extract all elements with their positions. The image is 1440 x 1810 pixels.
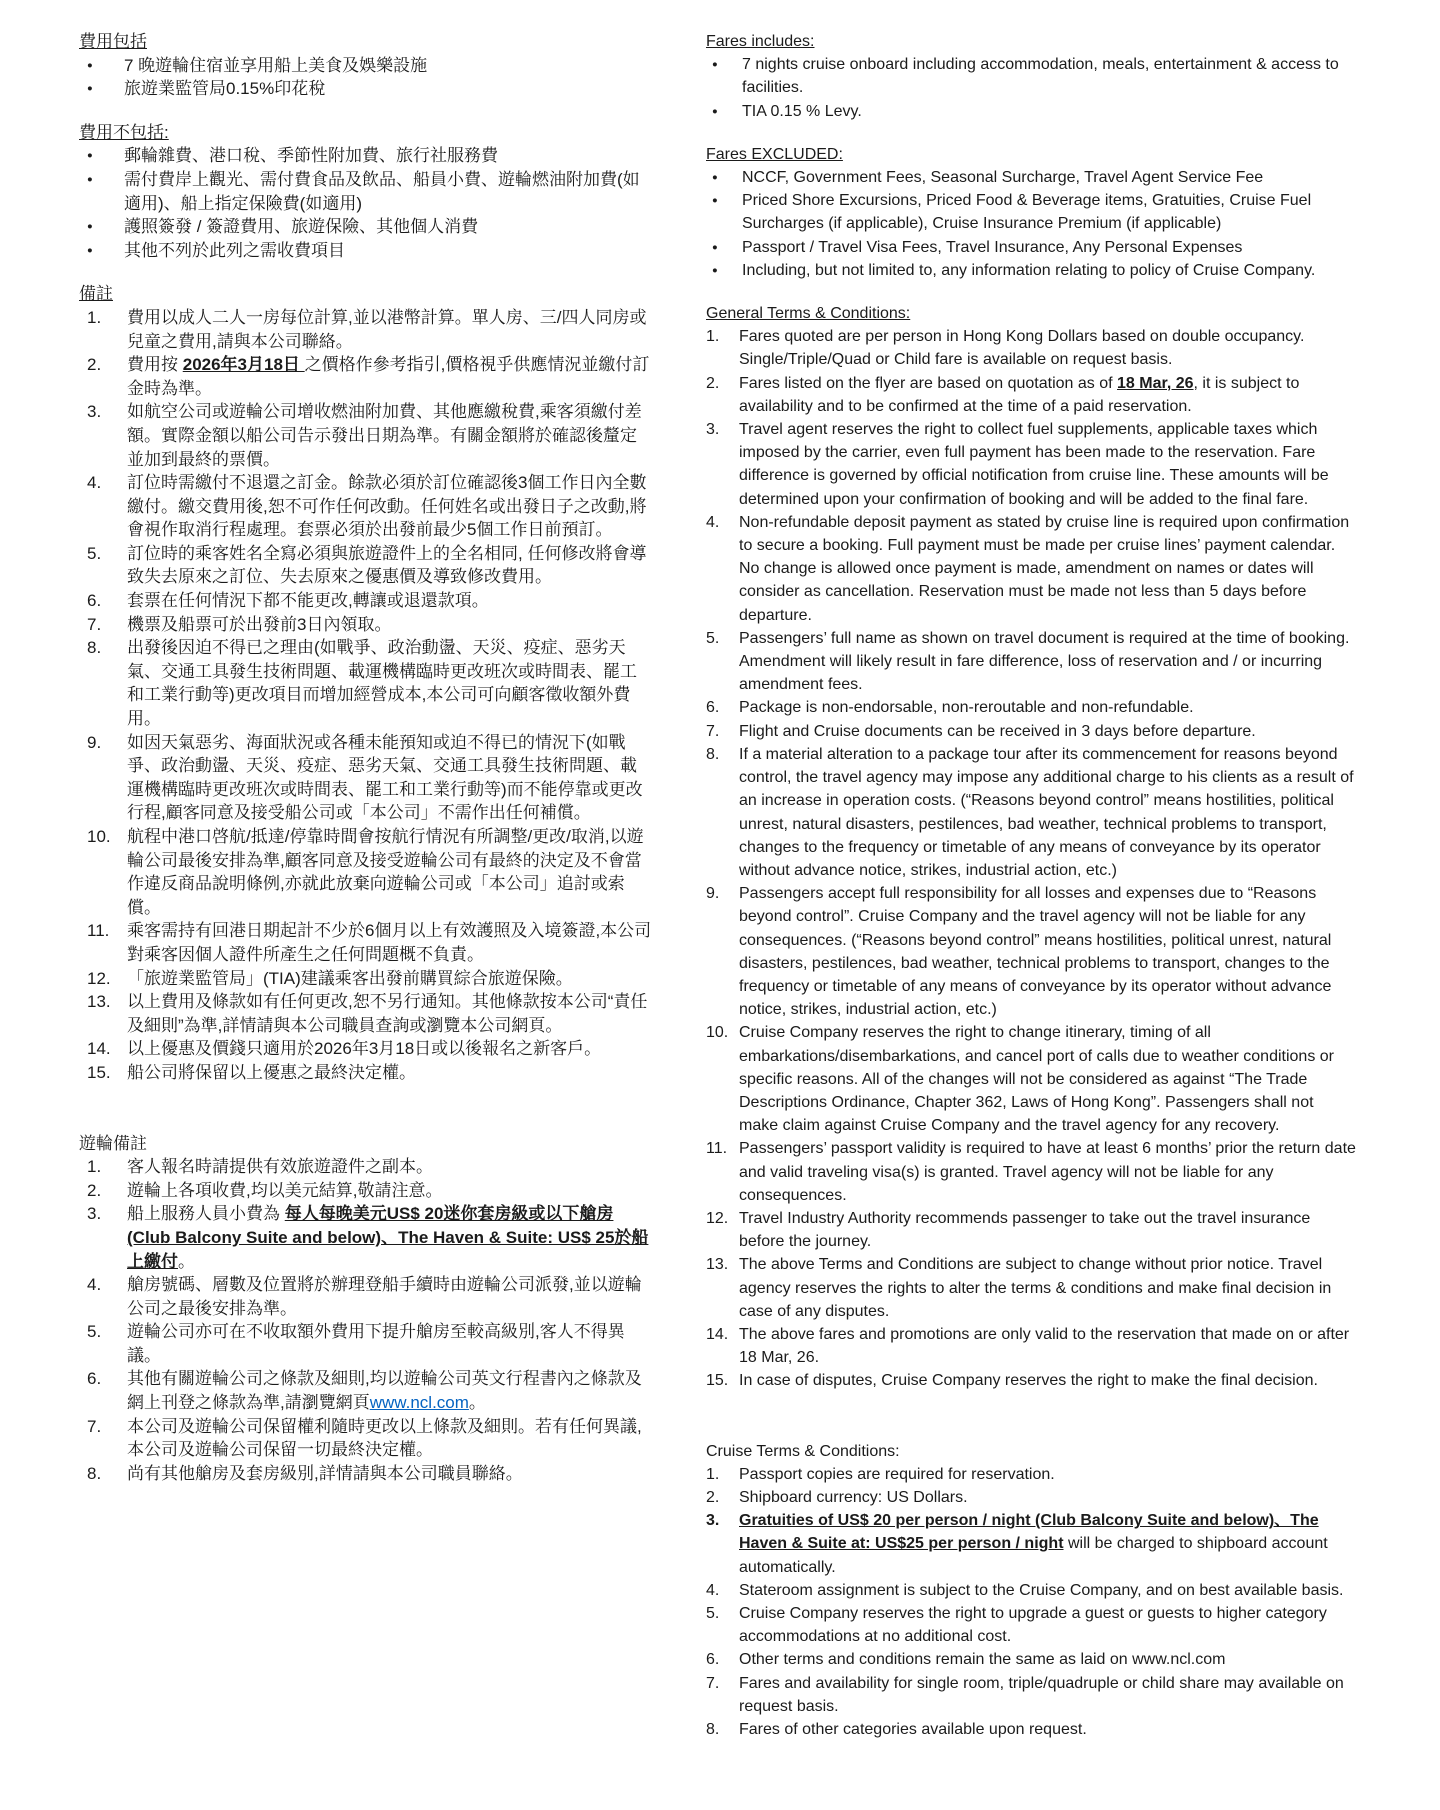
- notes-heading-zh: 備註: [79, 284, 113, 304]
- bullet-icon: ●: [712, 172, 718, 184]
- item-text: [742, 236, 1356, 259]
- general-term-item-en: [706, 372, 1356, 418]
- cruise-term-item-en: [706, 1509, 1356, 1579]
- note-item-zh: [79, 967, 653, 991]
- bullet-icon: ●: [712, 264, 718, 276]
- item-text: [127, 1037, 653, 1061]
- english-column: [706, 30, 1356, 1741]
- note-item-zh: [79, 1037, 653, 1061]
- text-segment: 如航空公司或遊輪公司增收燃油附加費、其他應繳稅費,乘客須繳付差額。實際金額以船公司告示發出日期為準。有關金額將於確認後釐定並加到最終的票價。: [127, 402, 642, 469]
- text-segment: Travel agent reserves the right to collect fuel supplements, applicable taxes which imposed by the carrier, even full payment has been made to the reservation. Fare difference is governed by official notification from cruise line. These amounts will be determined upon your confirmation of booking and will be added to the final fare.: [739, 421, 1329, 508]
- item-text: [127, 919, 653, 966]
- text-segment: 遊輪上各項收費,均以美元結算,敬請注意。: [127, 1180, 443, 1200]
- text-segment: Stateroom assignment is subject to the Cruise Company, and on best available basis.: [739, 1581, 1344, 1599]
- item-number: 8.: [87, 1463, 102, 1483]
- text-segment: Passengers’ full name as shown on travel document is required at the time of booking. Amendment will likely result in fare difference, loss of reservation and / or incurring amendment fees.: [739, 629, 1350, 694]
- fares-exclude-heading-zh: 費用不包括:: [79, 122, 169, 142]
- text-segment: NCCF, Government Fees, Seasonal Surcharge, Travel Agent Service Fee: [742, 169, 1264, 187]
- text-segment: Passport / Travel Visa Fees, Travel Insurance, Any Personal Expenses: [742, 238, 1243, 256]
- general-term-item-en: [706, 1253, 1356, 1323]
- item-number: 8.: [87, 638, 102, 658]
- item-text: [127, 306, 653, 353]
- item-text: [739, 372, 1356, 418]
- item-text: [127, 613, 653, 637]
- note-item-zh: [79, 919, 653, 966]
- item-text: [127, 1179, 653, 1203]
- note-item-zh: [79, 542, 653, 589]
- item-text: [127, 542, 653, 589]
- fares-include-list-zh: [79, 54, 653, 101]
- text-segment: 「旅遊業監管局」(TIA)建議乘客出發前購買綜合旅遊保險。: [127, 968, 573, 988]
- item-text: [127, 967, 653, 991]
- item-text: [127, 1155, 653, 1179]
- item-text: [127, 353, 653, 400]
- item-text: [739, 1253, 1356, 1323]
- text-segment: 7 晚遊輪住宿並享用船上美食及娛樂設施: [124, 55, 428, 75]
- fares-include-item-zh: [79, 77, 653, 101]
- text-segment: 每人每晚美元US$ 20迷你套房級或以下艙房 (Club Balcony Suite and below)、The Haven & Suite: US$ 25於船上繳付: [127, 1204, 649, 1271]
- fares-exclude-item-zh: [79, 239, 653, 263]
- item-text: [127, 1061, 653, 1085]
- general-terms-list-en: [706, 325, 1356, 1392]
- text-segment: 尚有其他艙房及套房級別,詳情請與本公司職員聯絡。: [127, 1463, 523, 1483]
- text-segment: Passport copies are required for reservation.: [739, 1465, 1055, 1483]
- fares-exclude-item-zh: [79, 168, 653, 215]
- item-number: 13.: [706, 1256, 729, 1274]
- bullet-icon: ●: [87, 150, 93, 162]
- section-fares-exclude-en: [706, 143, 1356, 282]
- text-segment: 機票及船票可於出發前3日內領取。: [127, 614, 392, 634]
- bullet-icon: ●: [712, 241, 718, 253]
- item-number: 15.: [706, 1372, 729, 1390]
- item-text: [127, 636, 653, 730]
- general-term-item-en: [706, 325, 1356, 371]
- item-number: 2.: [87, 355, 102, 375]
- note-item-zh: [79, 731, 653, 825]
- text-segment: 乘客需持有回港日期起計不少於6個月以上有效護照及入境簽證,本公司對乘客因個人證件所產生之任何問題概不負責。: [127, 921, 652, 964]
- text-segment: 護照簽發 / 簽證費用、旅遊保險、其他個人消費: [124, 217, 479, 237]
- item-number: 2.: [706, 1488, 720, 1506]
- cruise-term-item-en: [706, 1648, 1356, 1671]
- general-term-item-en: [706, 720, 1356, 743]
- fares-exclude-list-en: [706, 166, 1356, 282]
- text-segment: 訂位時的乘客姓名全寫必須與旅遊證件上的全名相同, 任何修改將會導致失去原來之訂位、失去原來之優惠價及導致修改費用。: [127, 543, 647, 587]
- item-number: 4.: [87, 473, 102, 493]
- item-number: 8.: [706, 745, 720, 763]
- text-segment: 艙房號碼、層數及位置將於辦理登船手續時由遊輪公司派發,並以遊輪公司之最後安排為準。: [127, 1275, 642, 1318]
- item-text: [739, 1509, 1356, 1579]
- item-number: 5.: [87, 543, 102, 563]
- general-term-item-en: [706, 1207, 1356, 1253]
- text-segment: TIA 0.15 % Levy.: [742, 102, 862, 120]
- text-segment: Fares listed on the flyer are based on quotation as of: [739, 374, 1118, 392]
- item-number: 1.: [87, 1157, 102, 1177]
- item-text: [124, 54, 653, 78]
- item-number: 2.: [87, 1180, 102, 1200]
- item-number: 3.: [706, 421, 720, 439]
- text-segment: 如因天氣惡劣、海面狀況或各種未能預知或迫不得已的情況下(如戰爭、政治動盪、天災、疫症、惡劣天氣、交通工具發生技術問題、載運機構臨時更改班次或時間表、罷工和工業行動等)而不能停靠或更改行程,顧客同意及接受船公司或「本公司」不需作出任何補償。: [127, 732, 643, 823]
- cruise-terms-heading-en: Cruise Terms & Conditions:: [706, 1442, 900, 1460]
- item-text: [124, 239, 653, 263]
- text-segment: 客人報名時請提供有效旅遊證件之副本。: [127, 1157, 433, 1177]
- item-text: [124, 77, 653, 101]
- item-text: [739, 1672, 1356, 1718]
- fares-include-list-en: [706, 53, 1356, 123]
- cruise-note-item-zh: [79, 1415, 653, 1462]
- text-segment: 費用以成人二人一房每位計算,並以港幣計算。單人房、三/四人同房或兒童之費用,請與本公司聯絡。: [127, 307, 647, 351]
- note-item-zh: [79, 1061, 653, 1085]
- text-segment: Fares and availability for single room, triple/quadruple or child share may available on request basis.: [739, 1674, 1344, 1715]
- item-number: 2.: [706, 374, 720, 392]
- general-term-item-en: [706, 511, 1356, 627]
- cruise-note-item-zh: [79, 1179, 653, 1203]
- note-item-zh: [79, 825, 653, 919]
- item-number: 15.: [87, 1062, 111, 1082]
- item-text: [739, 1369, 1356, 1392]
- item-text: [739, 1602, 1356, 1648]
- general-term-item-en: [706, 1021, 1356, 1137]
- item-text: [739, 882, 1356, 1021]
- general-term-item-en: [706, 882, 1356, 1021]
- item-number: 11.: [706, 1140, 728, 1158]
- note-item-zh: [79, 471, 653, 542]
- cruise-note-item-zh: [79, 1367, 653, 1414]
- text-segment: Passengers’ passport validity is required to have at least 6 months’ prior the return date and valid traveling visa(s) is granted. Travel agency will not be liable for any consequences.: [739, 1140, 1356, 1204]
- general-term-item-en: [706, 627, 1356, 697]
- item-text: [739, 1137, 1356, 1207]
- item-text: [124, 144, 653, 168]
- text-segment: 。: [468, 1393, 486, 1413]
- cruise-notes-list-zh: [79, 1155, 653, 1485]
- text-segment: 套票在任何情況下都不能更改,轉讓或退還款項。: [127, 591, 489, 611]
- cruise-term-item-en: [706, 1672, 1356, 1718]
- item-text: [127, 825, 653, 919]
- item-number: 7.: [706, 722, 720, 740]
- item-number: 12.: [706, 1209, 729, 1227]
- cruise-term-item-en: [706, 1463, 1356, 1486]
- text-segment: Cruise Company reserves the right to change itinerary, timing of all embarkations/disembarkations, and cancel port of calls due to weather conditions or specific reasons. All of the changes will not be considered as against “The Trade Descriptions Ordinance, Chapter 362, Laws of Hong Kong”. Passengers shall not make claim against Cruise Company and the travel agency for any recovery.: [739, 1024, 1334, 1135]
- cruise-terms-list-en: [706, 1463, 1356, 1741]
- item-number: 6.: [87, 1369, 102, 1389]
- text-segment: 出發後因迫不得已之理由(如戰爭、政治動盪、天災、疫症、惡劣天氣、交通工具發生技術問題、載運機構臨時更改班次或時間表、罷工和工業行動等)更改項目而增加經營成本,本公司可向顧客徵收額外費用。: [127, 638, 637, 729]
- bullet-icon: ●: [87, 221, 93, 233]
- text-segment: Cruise Company reserves the right to upgrade a guest or guests to higher category accommodations at no additional cost.: [739, 1605, 1327, 1646]
- text-segment: Including, but not limited to, any information relating to policy of Cruise Company.: [742, 261, 1316, 279]
- item-number: 10.: [706, 1024, 729, 1042]
- section-cruise-terms-en: [706, 1440, 1356, 1742]
- text-segment: 航程中港口啓航/抵達/停靠時間會按航行情況有所調整/更改/取消,以遊輪公司最後安排為準,顧客同意及接受遊輪公司有最終的決定及不會當作違反商品說明條例,亦就此放棄向遊輪公司或「本公司」追討或索償。: [127, 827, 644, 917]
- cruise-notes-heading-zh: 遊輪備註: [79, 1133, 147, 1153]
- text-segment: 以上費用及條款如有任何更改,恕不另行通知。其他條款按本公司“責任及細則”為準,詳情請與本公司職員查詢或瀏覽本公司網頁。: [127, 992, 648, 1035]
- text-segment: 訂位時需繳付不退還之訂金。餘款必須於訂位確認後3個工作日內全數繳付。繳交費用後,恕不可作任何改動。任何姓名或出發日子之改動,將會視作取消行程處理。套票必須於出發前最少5個工作日前預訂。: [127, 473, 647, 540]
- item-text: [739, 1486, 1356, 1509]
- cruise-note-item-zh: [79, 1273, 653, 1320]
- cruise-term-item-en: [706, 1486, 1356, 1509]
- item-text: [127, 1202, 653, 1273]
- text-segment: Fares of other categories available upon request.: [739, 1721, 1087, 1739]
- item-number: 3.: [87, 402, 102, 422]
- item-number: 6.: [706, 699, 720, 717]
- item-text: [739, 1718, 1356, 1741]
- bullet-icon: ●: [87, 244, 93, 256]
- text-segment: 7 nights cruise onboard including accommodation, meals, entertainment & access to facilities.: [742, 56, 1339, 97]
- item-number: 7.: [706, 1674, 720, 1692]
- fares-exclude-item-zh: [79, 215, 653, 239]
- item-text: [127, 400, 653, 471]
- item-number: 1.: [706, 328, 720, 346]
- item-number: 13.: [87, 992, 111, 1012]
- note-item-zh: [79, 589, 653, 613]
- text-segment: 旅遊業監管局0.15%印花稅: [124, 79, 326, 99]
- text-segment: , it is subject to availability and to be confirmed at the time of a paid reservation.: [739, 374, 1300, 415]
- item-text: [739, 1323, 1356, 1369]
- section-fares-exclude-zh: [79, 121, 653, 263]
- item-text: [127, 1415, 653, 1462]
- text-segment: 其他不列於此列之需收費項目: [124, 240, 345, 260]
- item-text: [739, 418, 1356, 511]
- text-segment: 遊輪公司亦可在不收取額外費用下提升艙房至較高級別,客人不得異議。: [127, 1322, 625, 1365]
- text-segment: Package is non-endorsable, non-reroutable and non-refundable.: [739, 699, 1194, 717]
- text-segment: Non-refundable deposit payment as stated by cruise line is required upon confirmation to secure a booking. Full payment must be made per cruise lines’ payment calendar. No change is allowed once payment is made, amendment on names or dates will consider as cancellation. Reservation must be made not less than 5 days before departure.: [739, 513, 1350, 624]
- item-text: [742, 100, 1356, 123]
- section-cruise-notes-zh: [79, 1132, 653, 1486]
- item-number: 5.: [87, 1322, 102, 1342]
- item-text: [739, 743, 1356, 882]
- general-term-item-en: [706, 743, 1356, 882]
- item-text: [739, 627, 1356, 697]
- fares-include-item-zh: [79, 54, 653, 78]
- text-segment: Passengers accept full responsibility for all losses and expenses due to “Reasons beyond control”. Cruise Company and the travel agency will not be liable for any consequences. (“Reasons beyond control” means hostilities, political unrest, natural disasters, pestilences, bad weather, technical problems to transport, changes to the frequency or timetable of any means of conveyance by its operator without advance notice, strikes, industrial action, etc.): [739, 885, 1332, 1019]
- item-text: [739, 1463, 1356, 1486]
- text-segment: Gratuities of US$ 20 per person / night (Club Balcony Suite and below)、The Haven & Suite at: US$25 per person / night: [739, 1512, 1319, 1553]
- text-segment: 18 Mar, 26: [1117, 374, 1194, 392]
- section-fares-include-zh: [79, 30, 653, 101]
- section-fares-include-en: [706, 30, 1356, 123]
- item-text: [742, 259, 1356, 282]
- item-text: [742, 53, 1356, 99]
- item-text: [739, 696, 1356, 719]
- item-text: [124, 215, 653, 239]
- text-segment: 以上優惠及價錢只適用於2026年3月18日或以後報名之新客戶。: [127, 1039, 602, 1059]
- section-general-terms-en: [706, 302, 1356, 1393]
- item-text: [739, 720, 1356, 743]
- item-text: [127, 1367, 653, 1414]
- item-text: [739, 1021, 1356, 1137]
- fares-exclude-list-zh: [79, 144, 653, 262]
- chinese-column: [79, 30, 653, 1485]
- item-text: [127, 1320, 653, 1367]
- item-number: 6.: [706, 1651, 720, 1669]
- cruise-term-item-en: [706, 1602, 1356, 1648]
- text-segment: 2026年3月18日: [182, 355, 305, 375]
- bullet-icon: ●: [87, 59, 93, 71]
- ncl-website-link[interactable]: www.ncl.com: [369, 1393, 469, 1413]
- fares-exclude-item-en: [706, 189, 1356, 235]
- item-number: 11.: [87, 921, 110, 941]
- cruise-note-item-zh: [79, 1202, 653, 1273]
- note-item-zh: [79, 400, 653, 471]
- item-number: 7.: [87, 614, 102, 634]
- item-text: [739, 325, 1356, 371]
- fares-exclude-heading-en: Fares EXCLUDED:: [706, 145, 843, 163]
- item-text: [127, 990, 653, 1037]
- fares-exclude-item-en: [706, 236, 1356, 259]
- item-text: [127, 1462, 653, 1486]
- text-segment: Other terms and conditions remain the same as laid on www.ncl.com: [739, 1651, 1226, 1669]
- text-segment: 其他有關遊輪公司之條款及細則,均以遊輪公司英文行程書內之條款及網上刊登之條款為準,請瀏覽網頁: [127, 1369, 642, 1413]
- text-segment: The above fares and promotions are only valid to the reservation that made on or after 18 Mar, 26.: [739, 1325, 1350, 1367]
- text-segment: Flight and Cruise documents can be received in 3 days before departure.: [739, 722, 1256, 740]
- fares-exclude-item-en: [706, 166, 1356, 189]
- text-segment: Travel Industry Authority recommends passenger to take out the travel insurance before the journey.: [739, 1209, 1311, 1251]
- item-number: 3.: [706, 1512, 720, 1530]
- item-text: [127, 471, 653, 542]
- item-text: [127, 1273, 653, 1320]
- notes-list-zh: [79, 306, 653, 1085]
- cruise-term-item-en: [706, 1718, 1356, 1741]
- fares-include-heading-zh: 費用包括: [79, 32, 147, 51]
- item-number: 3.: [87, 1204, 102, 1224]
- cruise-note-item-zh: [79, 1320, 653, 1367]
- text-segment: 之價格作參考指引,價格視乎供應情況並繳付訂金時為準。: [127, 355, 650, 398]
- item-text: [127, 731, 653, 825]
- bullet-icon: ●: [712, 59, 718, 71]
- bullet-icon: ●: [87, 173, 93, 185]
- text-segment: 船上服務人員小費為: [127, 1204, 285, 1224]
- item-number: 4.: [87, 1275, 102, 1295]
- text-segment: If a material alteration to a package tour after its commencement for reasons beyond control, the travel agency may impose any additional charge to his clients as a result of an increase in operation costs. (“Reasons beyond control” means hostilities, political unrest, natural disasters, pestilences, bad weather, technical problems to transport, changes to the frequency or timetable of any means of conveyance by its operator without advance notice, strikes, industrial action, etc.): [739, 745, 1354, 879]
- item-number: 14.: [87, 1039, 111, 1059]
- note-item-zh: [79, 306, 653, 353]
- item-number: 6.: [87, 591, 102, 611]
- item-number: 7.: [87, 1416, 102, 1436]
- note-item-zh: [79, 613, 653, 637]
- item-text: [742, 189, 1356, 235]
- bullet-icon: ●: [87, 83, 93, 95]
- item-text: [739, 1579, 1356, 1602]
- fares-exclude-item-en: [706, 259, 1356, 282]
- general-term-item-en: [706, 418, 1356, 511]
- general-term-item-en: [706, 1369, 1356, 1392]
- note-item-zh: [79, 636, 653, 730]
- item-number: 9.: [87, 732, 102, 752]
- item-number: 14.: [706, 1325, 729, 1343]
- item-number: 1.: [87, 307, 102, 327]
- cruise-note-item-zh: [79, 1155, 653, 1179]
- item-text: [739, 1207, 1356, 1253]
- note-item-zh: [79, 353, 653, 400]
- item-number: 12.: [87, 968, 111, 988]
- general-term-item-en: [706, 1323, 1356, 1369]
- fares-include-item-en: [706, 53, 1356, 99]
- item-text: [739, 511, 1356, 627]
- item-number: 5.: [706, 1605, 720, 1622]
- item-number: 1.: [706, 1465, 720, 1483]
- item-number: 9.: [706, 885, 720, 903]
- bullet-icon: ●: [712, 105, 718, 117]
- section-notes-zh: [79, 282, 653, 1084]
- text-segment: 本公司及遊輪公司保留權利隨時更改以上條款及細則。若有任何異議,本公司及遊輪公司保留一切最終決定權。: [127, 1416, 642, 1460]
- fares-exclude-item-zh: [79, 144, 653, 168]
- text-segment: In case of disputes, Cruise Company reserves the right to make the final decision.: [739, 1372, 1318, 1390]
- cruise-term-item-en: [706, 1579, 1356, 1602]
- item-number: 4.: [706, 1581, 720, 1599]
- item-number: 4.: [706, 513, 720, 531]
- text-segment: 需付費岸上觀光、需付費食品及飲品、船員小費、遊輪燃油附加費(如適用)、船上指定保險費(如適用): [124, 169, 640, 213]
- general-terms-heading-en: General Terms & Conditions:: [706, 305, 911, 323]
- text-segment: Priced Shore Excursions, Priced Food & Beverage items, Gratuities, Cruise Fuel Surcharges (if applicable), Cruise Insurance Premium (if applicable): [742, 192, 1312, 233]
- cruise-note-item-zh: [79, 1462, 653, 1486]
- text-segment: Shipboard currency: US Dollars.: [739, 1488, 968, 1506]
- fares-include-item-en: [706, 100, 1356, 123]
- item-text: [742, 166, 1356, 189]
- bullet-icon: ●: [712, 195, 718, 207]
- item-number: 8.: [706, 1721, 720, 1739]
- item-text: [127, 589, 653, 613]
- text-segment: 費用按: [127, 355, 183, 375]
- general-term-item-en: [706, 696, 1356, 719]
- item-text: [124, 168, 653, 215]
- text-segment: 郵輪雜費、港口稅、季節性附加費、旅行社服務費: [124, 146, 498, 166]
- general-term-item-en: [706, 1137, 1356, 1207]
- fares-include-heading-en: Fares includes:: [706, 33, 815, 50]
- text-segment: 。: [178, 1251, 195, 1271]
- text-segment: The above Terms and Conditions are subject to change without prior notice. Travel agency reserves the rights to alter the terms & conditions and make final decision in case of any disputes.: [739, 1256, 1332, 1320]
- text-segment: 船公司將保留以上優惠之最終決定權。: [127, 1062, 416, 1082]
- item-number: 5.: [706, 629, 720, 647]
- item-text: [739, 1648, 1356, 1671]
- text-segment: will be charged to shipboard account automatically.: [739, 1535, 1328, 1576]
- text-segment: Fares quoted are per person in Hong Kong Dollars based on double occupancy. Single/Triple/Quad or Child fare is available on request basis.: [739, 328, 1305, 369]
- note-item-zh: [79, 990, 653, 1037]
- item-number: 10.: [87, 827, 111, 846]
